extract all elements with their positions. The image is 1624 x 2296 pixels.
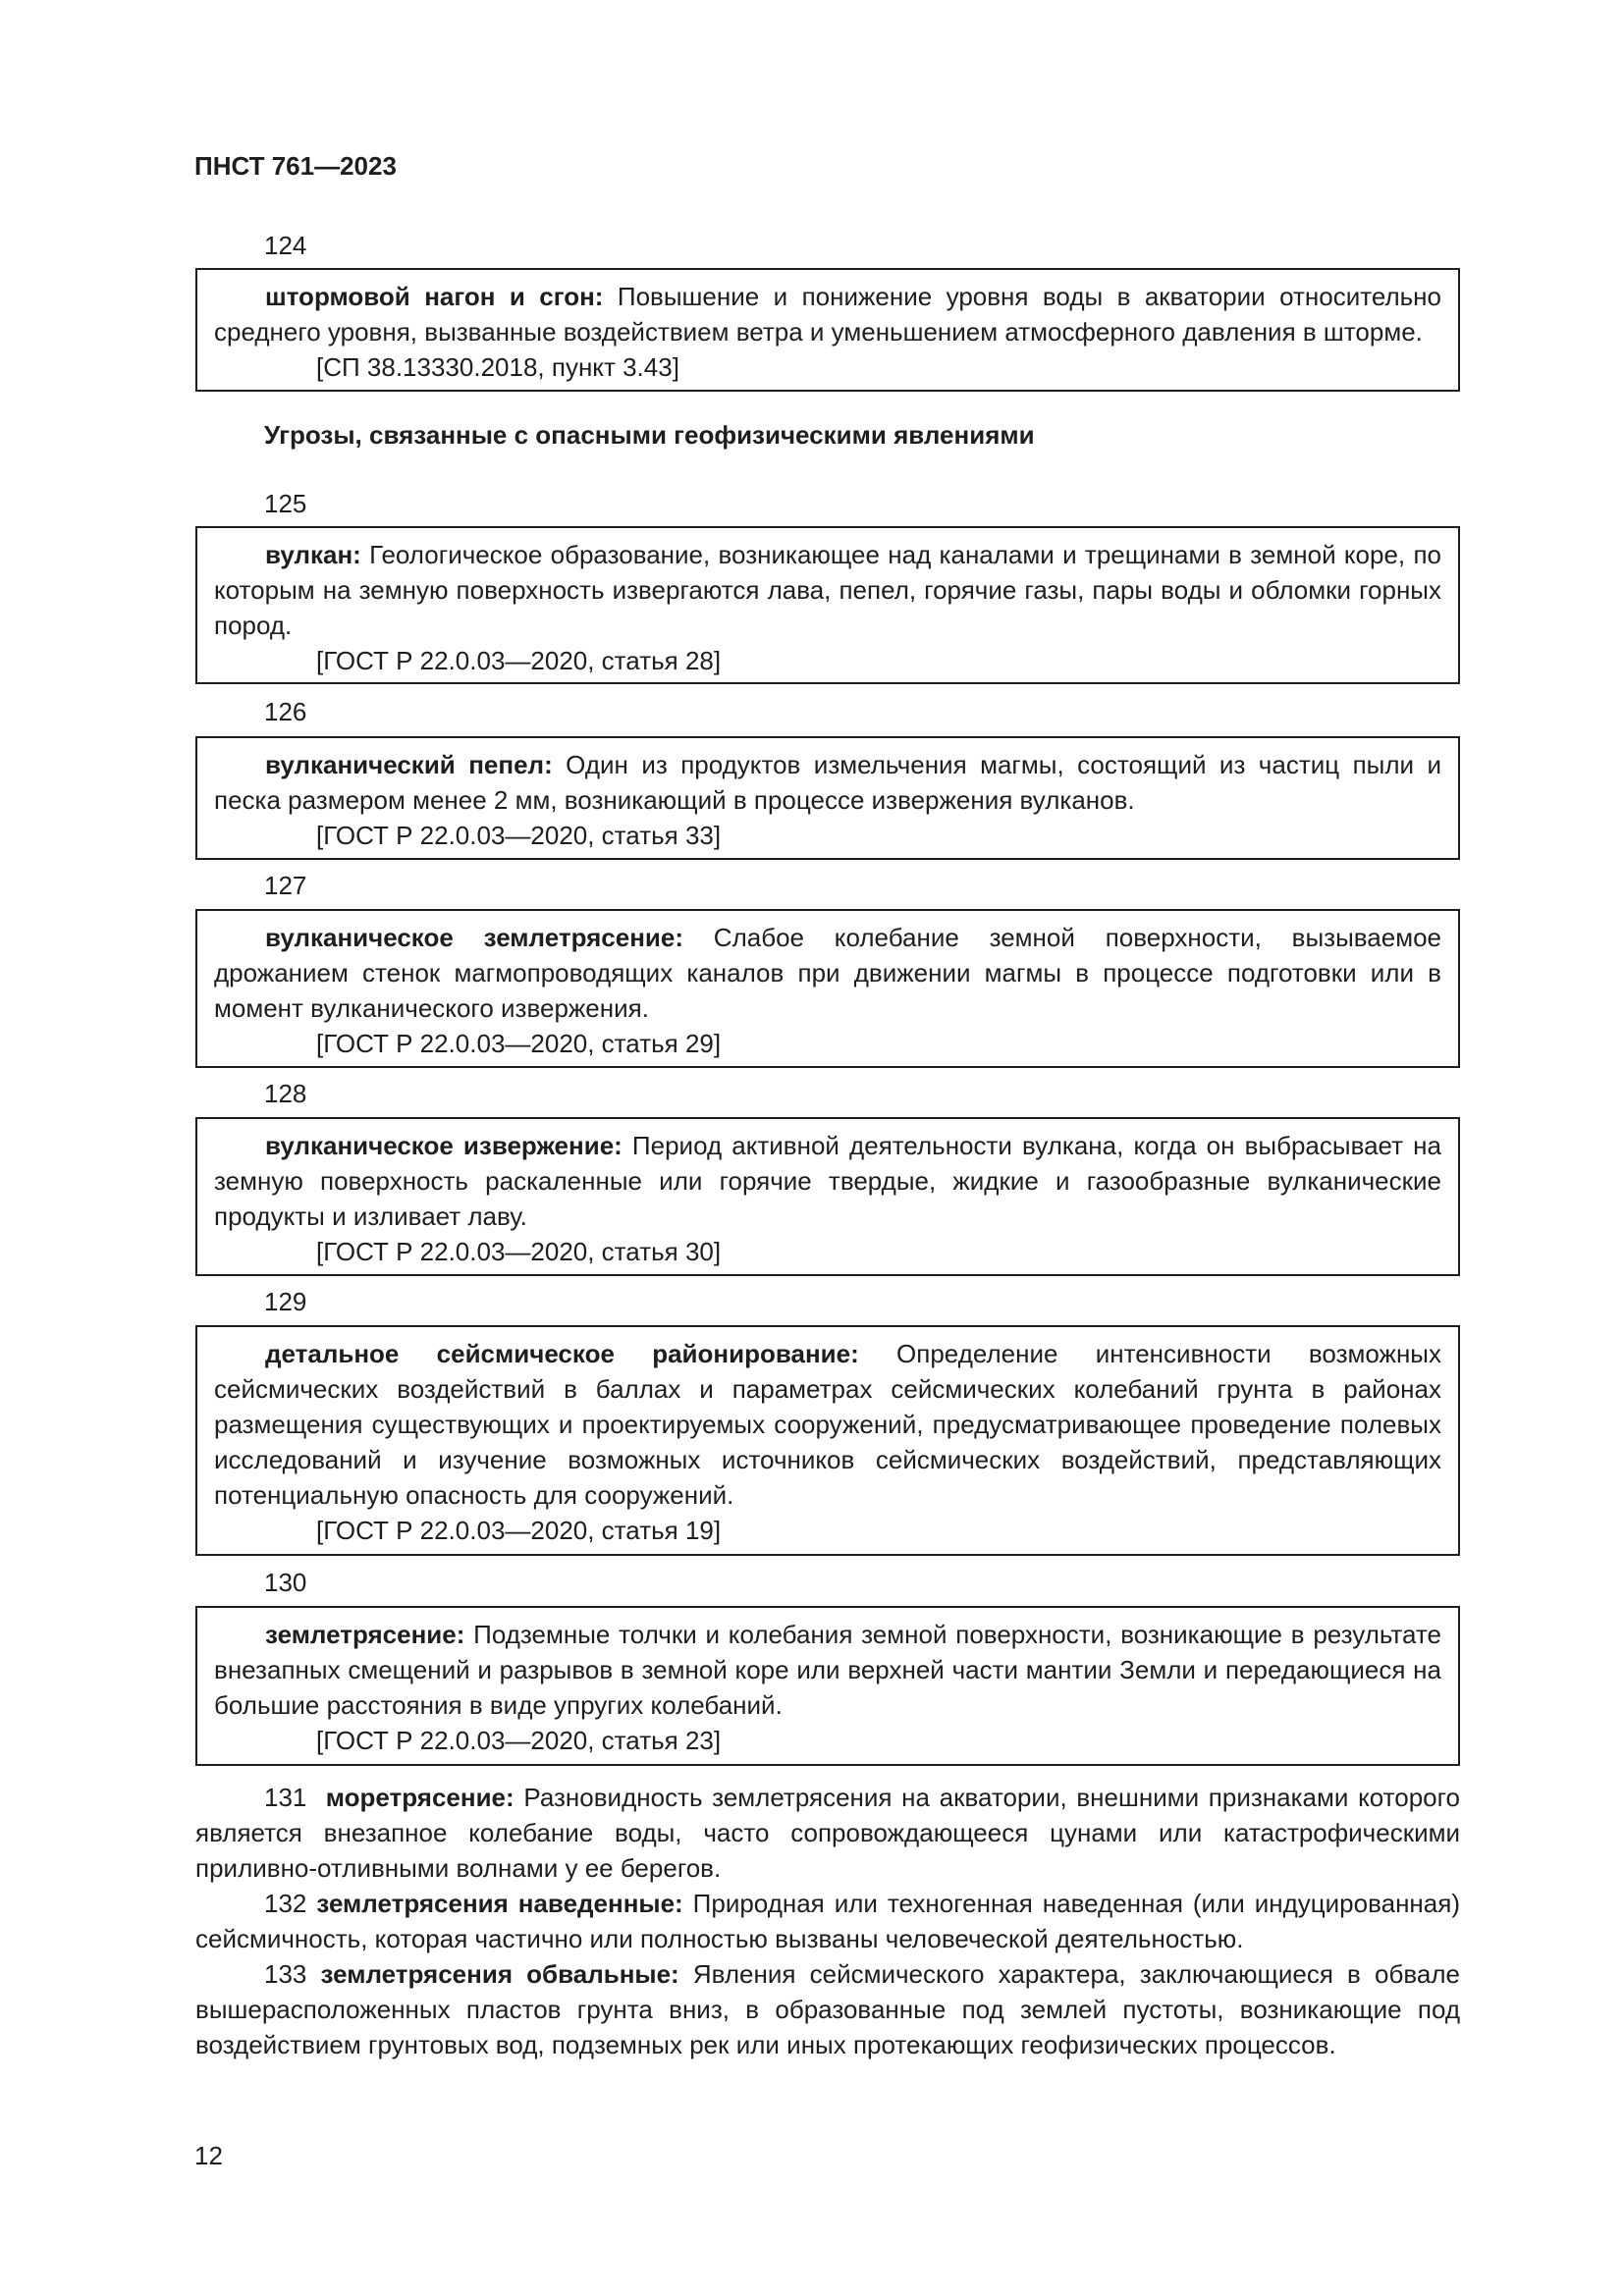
term-name: моретрясение: <box>325 1783 514 1812</box>
term-box <box>195 526 1460 684</box>
entry-number: 124 <box>264 231 307 260</box>
plain-terms-list <box>195 1780 1460 2062</box>
document-code-header: ПНСТ 761—2023 <box>194 151 397 181</box>
term-name: вулкан: <box>265 540 361 569</box>
term-definition <box>214 1128 1441 1234</box>
entry-number: 132 <box>264 1889 307 1918</box>
plain-term-entry <box>195 1886 1460 1956</box>
definition-text: Разновидность землетрясения на акватории, внешними признаками которого является внезапное колебание воды, часто сопровождающееся цунами или катастрофическими приливно-отливными волнами у ее берегов. <box>195 1783 1460 1883</box>
term-definition <box>214 279 1441 349</box>
term-name: вулканический пепел: <box>265 750 553 779</box>
term-box <box>195 1325 1460 1556</box>
term-source: [ГОСТ Р 22.0.03—2020, статья 33] <box>316 821 722 850</box>
term-definition <box>214 747 1441 818</box>
term-box <box>195 1117 1460 1276</box>
definition-text: Геологическое образование, возникающее над каналами и трещинами в земной коре, по которым на земную поверхность извергаются лава, пепел, горячие газы, пары воды и обломки горных пород. <box>214 540 1441 640</box>
term-name: вулканическое землетрясение: <box>265 923 683 952</box>
term-source: [ГОСТ Р 22.0.03—2020, статья 30] <box>316 1237 722 1266</box>
term-name: землетрясения обвальные: <box>320 1959 679 1989</box>
definition-text: Один из продуктов измельчения магмы, состоящий из частиц пыли и песка размером менее 2 мм, возникающий в процессе извержения вулканов. <box>214 750 1442 815</box>
definition-text: Период активной деятельности вулкана, когда он выбрасывает на земную поверхность раскаленные или горячие твердые, жидкие и газообразные вулканические продукты и изливает лаву. <box>214 1131 1441 1231</box>
entry-number: 131 <box>264 1783 307 1812</box>
term-source: [ГОСТ Р 22.0.03—2020, статья 29] <box>316 1029 722 1058</box>
term-name: вулканическое извержение: <box>265 1131 623 1160</box>
term-box <box>195 268 1460 392</box>
term-definition <box>214 1617 1441 1723</box>
term-name: землетрясения наведенные: <box>316 1889 683 1918</box>
page-number: 12 <box>194 2141 223 2170</box>
section-heading: Угрозы, связанные с опасными геофизическими явлениями <box>264 420 1035 450</box>
term-name: штормовой нагон и сгон: <box>265 282 604 311</box>
definition-text: Подземные толчки и колебания земной поверхности, возникающие в результате внезапных смещений и разрывов в земной коре или верхней части мантии Земли и передающиеся на большие расстояния в виде упругих колебаний. <box>214 1620 1441 1720</box>
definition-text: Слабое колебание земной поверхности, вызываемое дрожанием стенок магмопроводящих каналов при движении магмы в процессе подготовки или в момент вулканического извержения. <box>214 923 1441 1023</box>
definition-text: Определение интенсивности возможных сейсмических воздействий в баллах и параметрах сейсмических колебаний грунта в районах размещения существующих и проектируемых сооружений, предусматривающее проведение полевых исследований и изучение возможных источников сейсмических воздействий, представляющих потенциальную опасность для сооружений. <box>214 1339 1441 1510</box>
entry-number: 128 <box>264 1079 307 1108</box>
term-source: [ГОСТ Р 22.0.03—2020, статья 19] <box>316 1516 722 1545</box>
definition-text: Природная или техногенная наведенная (или индуцированная) сейсмичность, которая частично или полностью вызваны человеческой деятельностью. <box>195 1889 1460 1953</box>
term-definition <box>214 920 1441 1026</box>
plain-term-entry <box>195 1956 1460 2062</box>
definition-text: Повышение и понижение уровня воды в акватории относительно среднего уровня, вызванные воздействием ветра и уменьшением атмосферного давления в шторме. <box>214 282 1441 347</box>
term-box <box>195 1606 1460 1766</box>
entry-number: 126 <box>264 697 307 726</box>
definition-text: Явления сейсмического характера, заключающиеся в обвале вышерасположенных пластов грунта вниз, в образованные под землей пустоты, возникающие под воздействием грунтовых вод, подземных рек или иных протекающих геофизических процессов. <box>195 1959 1460 2059</box>
term-source: [СП 38.13330.2018, пункт 3.43] <box>316 352 679 382</box>
entry-number: 129 <box>264 1287 307 1316</box>
term-source: [ГОСТ Р 22.0.03—2020, статья 23] <box>316 1726 722 1755</box>
entry-number: 127 <box>264 871 307 900</box>
term-box <box>195 736 1460 860</box>
entry-number: 130 <box>264 1568 307 1597</box>
term-definition <box>214 537 1441 643</box>
term-name: землетрясение: <box>265 1620 465 1649</box>
term-name: детальное сейсмическое районирование: <box>265 1339 859 1368</box>
entry-number: 125 <box>264 489 307 518</box>
term-source: [ГОСТ Р 22.0.03—2020, статья 28] <box>316 646 722 675</box>
term-definition <box>214 1336 1441 1513</box>
plain-term-entry <box>195 1780 1460 1886</box>
entry-number: 133 <box>264 1959 307 1989</box>
term-box <box>195 909 1460 1068</box>
